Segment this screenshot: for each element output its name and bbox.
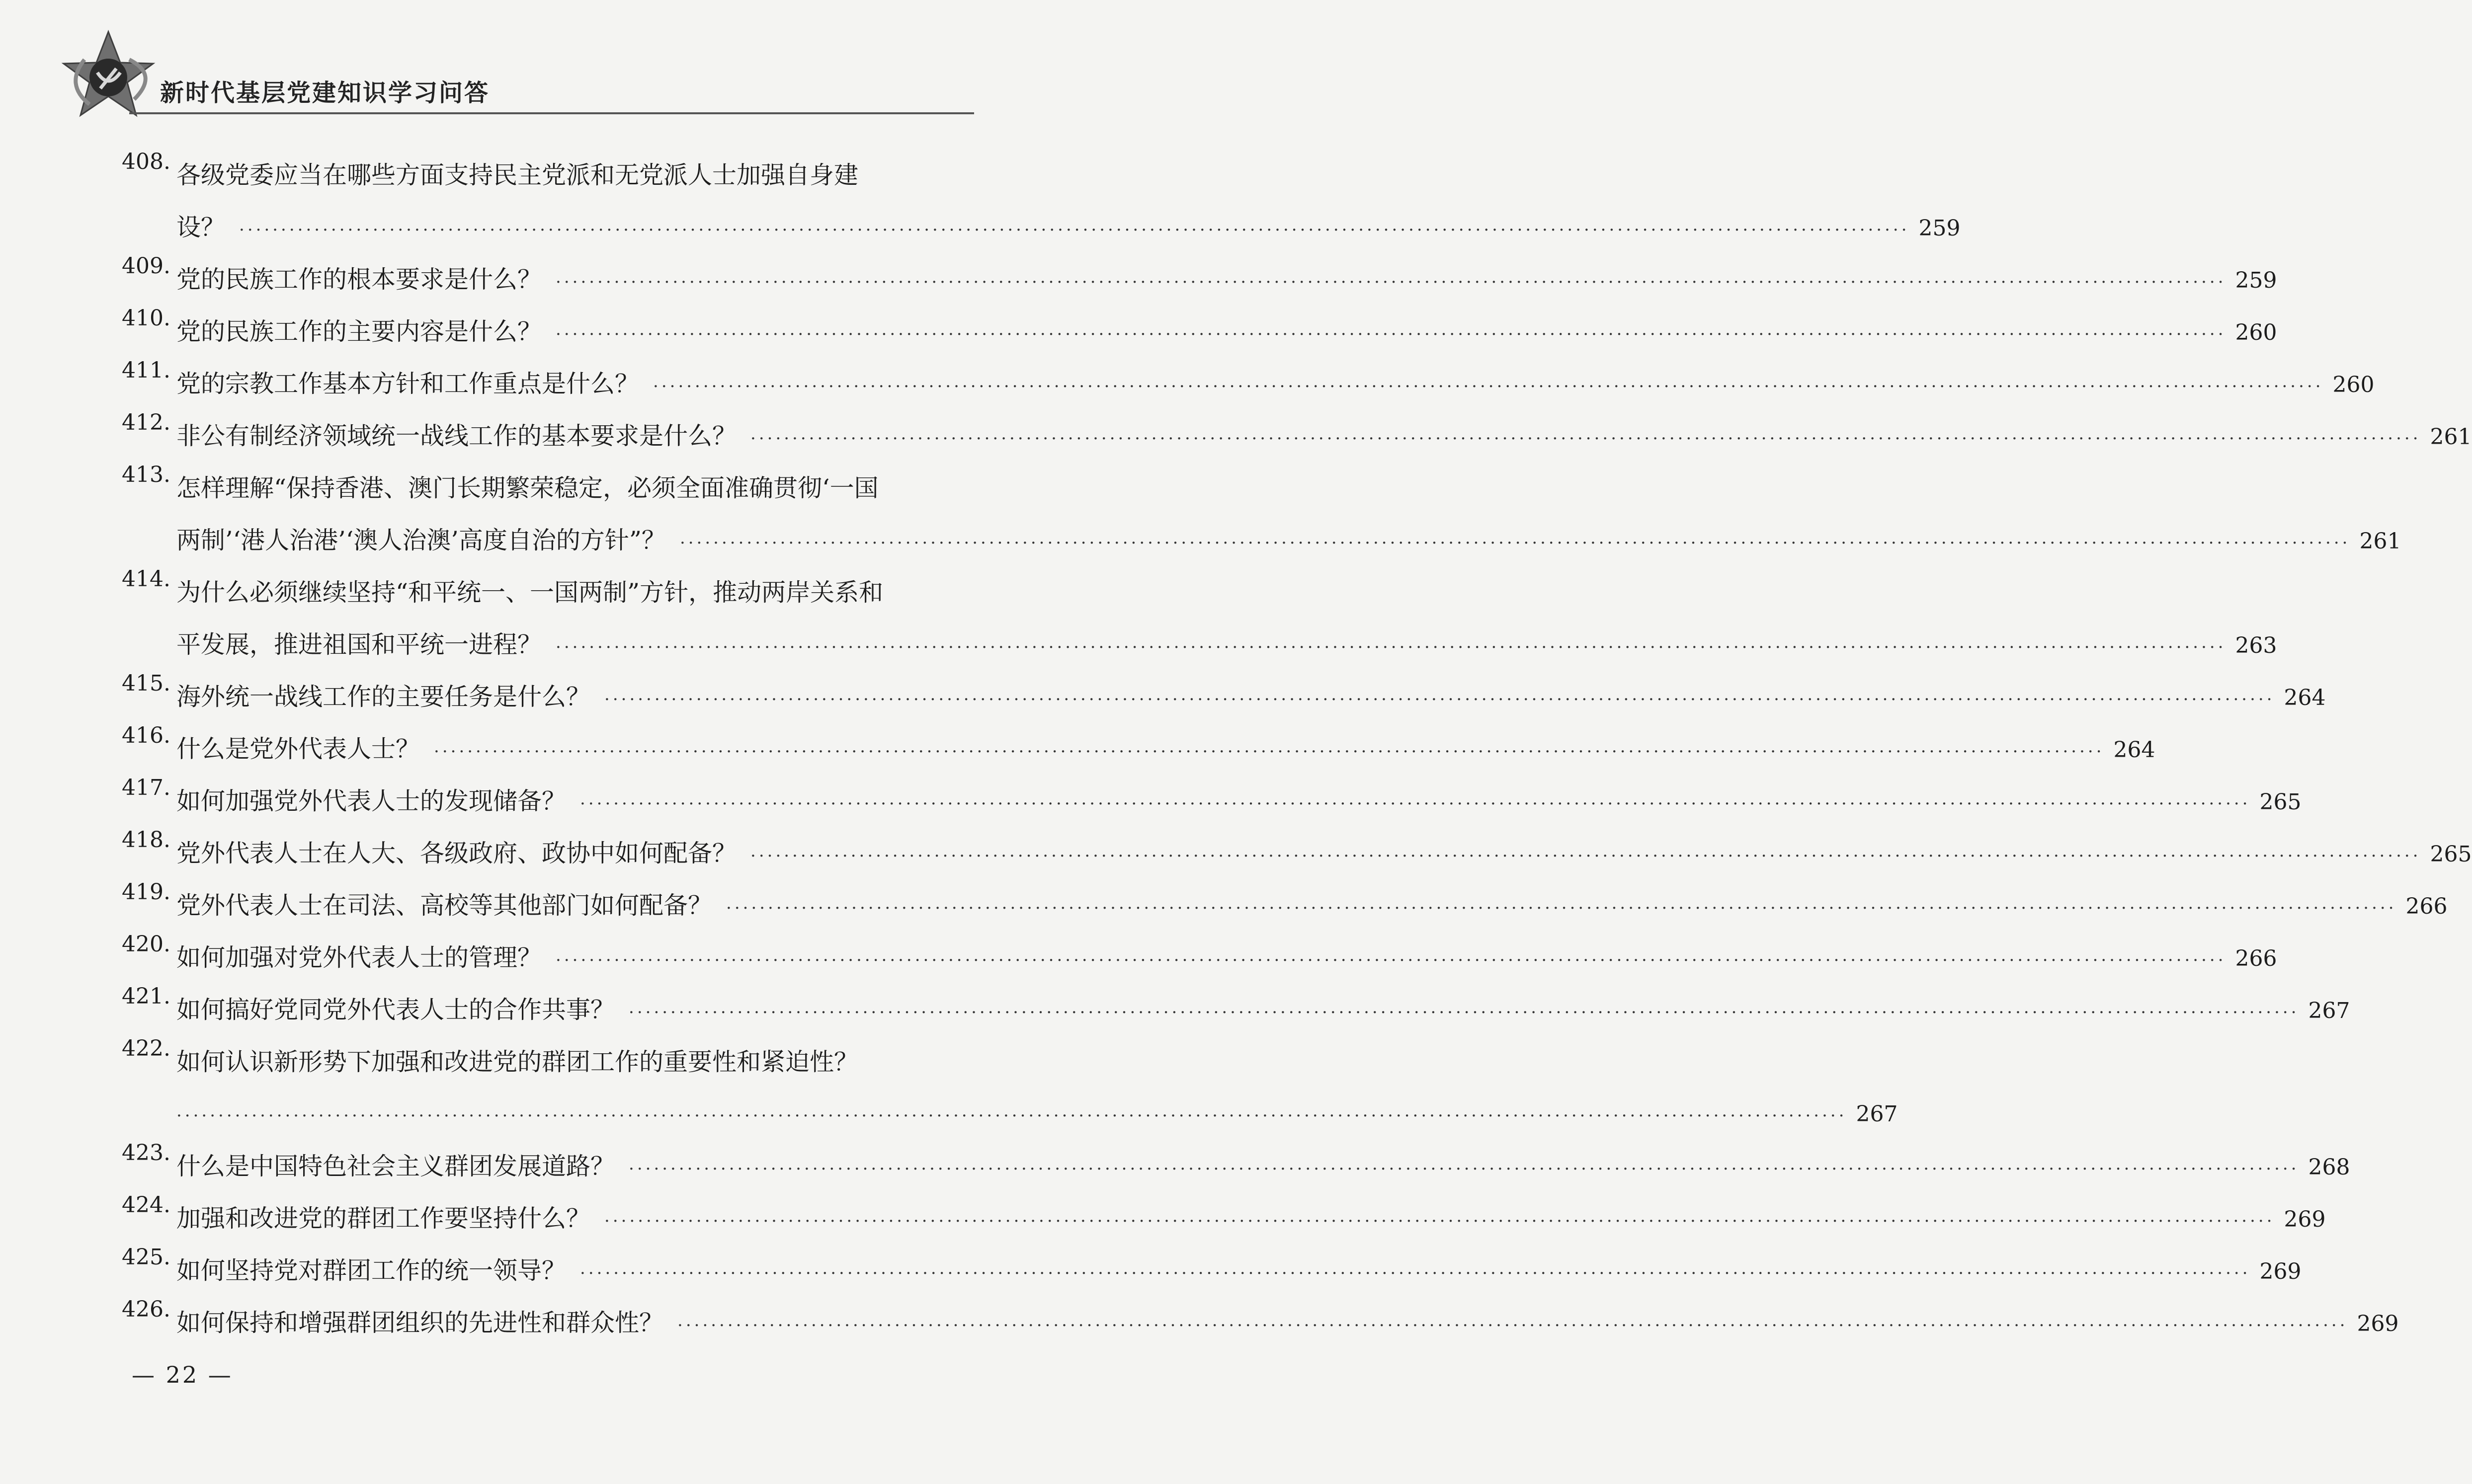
entry-title: 设？ (176, 213, 226, 241)
toc-entry[interactable] (122, 1140, 2350, 1192)
entry-number: 421. (122, 984, 170, 1009)
entry-title: 什么是中国特色社会主义群团发展道路？ (176, 1152, 615, 1180)
entry-title: 海外统一战线工作的主要任务是什么？ (176, 683, 591, 711)
toc-entry[interactable] (122, 306, 2277, 358)
entry-number: 417. (122, 775, 170, 800)
header-title: 新时代基层党建知识学习问答 (160, 79, 490, 107)
entry-title: 如何加强党外代表人士的发现储备？ (176, 787, 567, 815)
dot-leader: ········································································································································································································ (239, 220, 1910, 240)
toc-entry[interactable] (122, 410, 2472, 462)
entry-page-number: 267 (2308, 998, 2350, 1023)
entry-number: 410. (122, 306, 170, 331)
entry-page-number: 265 (2430, 842, 2472, 867)
dot-leader: ········································································································································································································ (653, 377, 2324, 396)
entry-page-number: 261 (2430, 424, 2472, 450)
header-rule (129, 112, 974, 114)
dot-leader: ········································································································································································································ (556, 950, 2226, 970)
dot-leader: ········································································································································································································ (726, 898, 2397, 918)
entry-page-number: 265 (2259, 789, 2302, 815)
entry-title: 党外代表人士在人大、各级政府、政协中如何配备？ (176, 839, 737, 867)
toc-entry[interactable] (122, 775, 2302, 827)
toc-entry[interactable] (122, 1036, 1898, 1140)
entry-number: 420. (122, 932, 170, 957)
entry-title: 党的民族工作的根本要求是什么？ (176, 265, 542, 294)
entry-title: 加强和改进党的群团工作要坚持什么？ (176, 1204, 591, 1233)
entry-page-number: 263 (2235, 633, 2277, 658)
entry-page-number: 267 (1856, 1101, 1898, 1127)
entry-page-number: 268 (2308, 1155, 2350, 1180)
toc-entry[interactable] (122, 358, 2375, 410)
dot-leader: ········································································································································································································ (629, 1159, 2300, 1179)
dot-leader: ········································································································································································································ (679, 533, 2351, 553)
dot-leader: ········································································································································································································ (580, 1263, 2251, 1283)
toc-entry[interactable] (122, 253, 2277, 306)
toc-entry[interactable] (122, 462, 2401, 566)
dot-leader: ········································································································································································································ (556, 324, 2226, 344)
entry-number: 415. (122, 671, 170, 696)
entry-title: 非公有制经济领域统一战线工作的基本要求是什么？ (176, 422, 737, 450)
entry-number: 416. (122, 723, 170, 748)
entry-number: 413. (122, 462, 170, 487)
entry-page-number: 259 (2235, 268, 2277, 293)
dot-leader: ········································································································································································································ (604, 1211, 2275, 1231)
dot-leader: ········································································································································································································ (434, 742, 2105, 762)
dot-leader: ········································································································································································································ (629, 1003, 2300, 1022)
toc-entry[interactable] (122, 1245, 2302, 1297)
entry-number: 414. (122, 566, 170, 592)
entry-title: 怎样理解“保持香港、澳门长期繁荣稳定，必须全面准确贯彻‘一国 (176, 474, 879, 502)
dot-leader: ········································································································································································································ (580, 794, 2251, 814)
dot-leader: ········································································································································································································ (604, 690, 2275, 709)
entry-page-number: 269 (2284, 1207, 2326, 1232)
table-of-contents (122, 149, 2472, 1349)
entry-page-number: 264 (2113, 737, 2155, 763)
entry-title: 如何加强对党外代表人士的管理？ (176, 943, 542, 972)
entry-number: 426. (122, 1297, 170, 1322)
dot-leader: ········································································································································································································ (556, 272, 2226, 292)
entry-page-number: 261 (2359, 529, 2401, 554)
entry-number: 419. (122, 879, 170, 905)
entry-number: 423. (122, 1140, 170, 1166)
entry-number: 422. (122, 1036, 170, 1061)
entry-title: 平发展，推进祖国和平统一进程？ (176, 630, 542, 659)
dot-leader: ········································································································································································································ (750, 846, 2421, 866)
toc-entry[interactable] (122, 932, 2277, 984)
toc-entry[interactable] (122, 879, 2448, 932)
toc-entry[interactable] (122, 984, 2350, 1036)
toc-entry[interactable] (122, 671, 2326, 723)
entry-title: 什么是党外代表人士？ (176, 735, 420, 763)
dot-leader: ········································································································································································································ (750, 429, 2421, 449)
dot-leader: ········································································································································································································ (556, 637, 2226, 657)
toc-entry[interactable] (122, 566, 2277, 671)
entry-title: 党的民族工作的主要内容是什么？ (176, 317, 542, 346)
dot-leader: ········································································································································································································ (176, 1106, 1847, 1126)
entry-page-number: 260 (2332, 372, 2375, 397)
entry-title: 为什么必须继续坚持“和平统一、一国两制”方针，推动两岸关系和 (176, 578, 884, 607)
entry-number: 408. (122, 149, 170, 174)
entry-title: 各级党委应当在哪些方面支持民主党派和无党派人士加强自身建 (176, 161, 859, 189)
page-number: — 22 — (132, 1361, 233, 1388)
entry-page-number: 264 (2284, 685, 2326, 710)
toc-entry[interactable] (122, 1192, 2326, 1245)
toc-entry[interactable] (122, 1297, 2399, 1349)
entry-number: 418. (122, 827, 170, 853)
running-header (55, 30, 979, 119)
dot-leader: ········································································································································································································ (677, 1316, 2348, 1335)
entry-title: 如何认识新形势下加强和改进党的群团工作的重要性和紧迫性？ (176, 1048, 859, 1076)
entry-page-number: 266 (2235, 946, 2277, 971)
entry-title: 两制’‘港人治港’‘澳人治澳’高度自治的方针”？ (176, 526, 666, 554)
toc-entry[interactable] (122, 149, 1961, 253)
entry-title: 如何坚持党对群团工作的统一领导？ (176, 1256, 567, 1285)
entry-number: 411. (122, 358, 170, 383)
entry-number: 412. (122, 410, 170, 435)
entry-page-number: 269 (2259, 1259, 2302, 1284)
entry-title: 如何保持和增强群团组织的先进性和群众性？ (176, 1309, 664, 1337)
entry-title: 如何搞好党同党外代表人士的合作共事？ (176, 996, 615, 1024)
entry-title: 党的宗教工作基本方针和工作重点是什么？ (176, 370, 640, 398)
toc-entry[interactable] (122, 827, 2472, 879)
entry-page-number: 260 (2235, 320, 2277, 345)
entry-number: 409. (122, 253, 170, 279)
entry-number: 424. (122, 1192, 170, 1218)
entry-number: 425. (122, 1245, 170, 1270)
party-star-emblem (55, 30, 169, 119)
toc-entry[interactable] (122, 723, 2155, 775)
entry-page-number: 259 (1918, 216, 1961, 241)
entry-page-number: 266 (2405, 894, 2448, 919)
entry-title: 党外代表人士在司法、高校等其他部门如何配备？ (176, 891, 713, 920)
entry-page-number: 269 (2357, 1311, 2399, 1336)
